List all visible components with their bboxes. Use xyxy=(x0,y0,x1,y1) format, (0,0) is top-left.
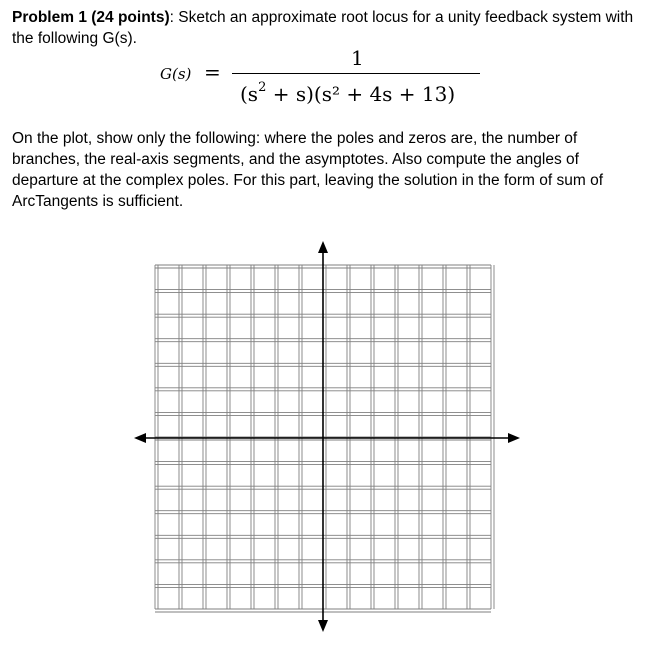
problem-heading: Problem 1 (24 points) xyxy=(12,9,170,26)
x-axis-right-arrow xyxy=(508,433,520,443)
problem-intro-text: : Sketch an approximate root locus for a unity feedback system with the following G(s). xyxy=(12,9,634,47)
instructions-paragraph: On the plot, show only the following: where the poles and zeros are, the number of branches, the real-axis segments, and the asymptotes. Also compute the angles of departure at the complex poles. For this part, leaving the solution in the form of sum of ArcTangents is sufficient. xyxy=(12,130,604,210)
y-axis-down-arrow xyxy=(318,620,328,632)
plot-axes xyxy=(134,241,520,632)
equation-equals: = xyxy=(204,60,221,84)
denominator-exponent: 2 xyxy=(258,80,267,96)
equation-numerator: 1 xyxy=(351,46,364,70)
y-axis-up-arrow xyxy=(318,241,328,253)
equation-lhs: G(s) xyxy=(160,65,192,83)
denominator-part1: (s xyxy=(240,82,259,106)
denominator-part2: + s)(s² + 4s + 13) xyxy=(266,82,456,106)
x-axis-left-arrow xyxy=(134,433,146,443)
